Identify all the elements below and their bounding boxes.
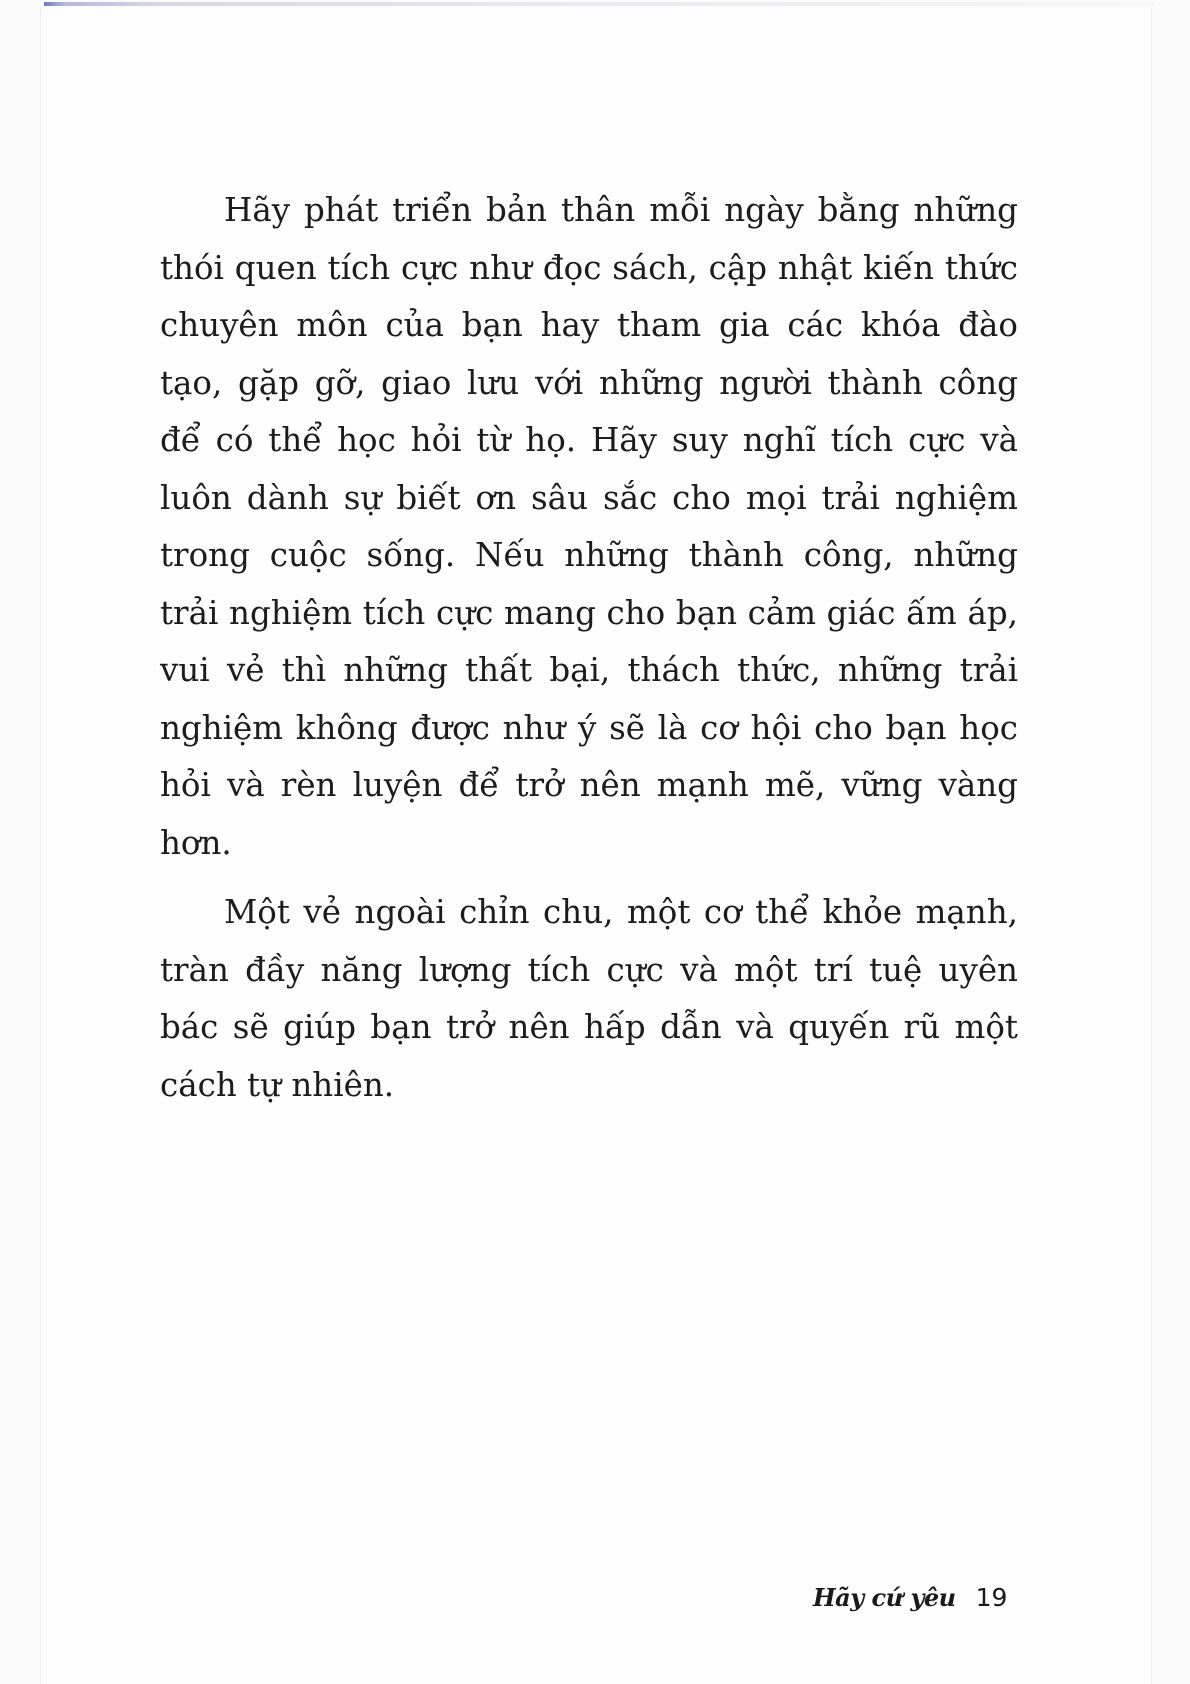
body-text	[160, 182, 1018, 1126]
running-title: Hãy cứ yêu	[813, 1583, 956, 1612]
paragraph-2: Một vẻ ngoài chỉn chu, một cơ thể khỏe mạnh, tràn đầy năng lượng tích cực và một trí tuệ uyên bác sẽ giúp bạn trở nên hấp dẫn và quyến rũ một cách tự nhiên.	[160, 893, 1018, 1104]
paragraph-1: Hãy phát triển bản thân mỗi ngày bằng những thói quen tích cực như đọc sách, cập nhật kiến thức chuyên môn của bạn hay tham gia các khóa đào tạo, gặp gỡ, giao lưu với những người thành công để có thể học hỏi từ họ. Hãy suy nghĩ tích cực và luôn dành sự biết ơn sâu sắc cho mọi trải nghiệm trong cuộc sống. Nếu những thành công, những trải nghiệm tích cực mang cho bạn cảm giác ấm áp, vui vẻ thì những thất bại, thách thức, những trải nghiệm không được như ý sẽ là cơ hội cho bạn học hỏi và rèn luyện để trở nên mạnh mẽ, vững vàng hơn.	[160, 191, 1018, 862]
page-number: 19	[975, 1583, 1008, 1612]
page-top-edge	[44, 2, 1154, 6]
page-footer	[813, 1583, 1007, 1612]
